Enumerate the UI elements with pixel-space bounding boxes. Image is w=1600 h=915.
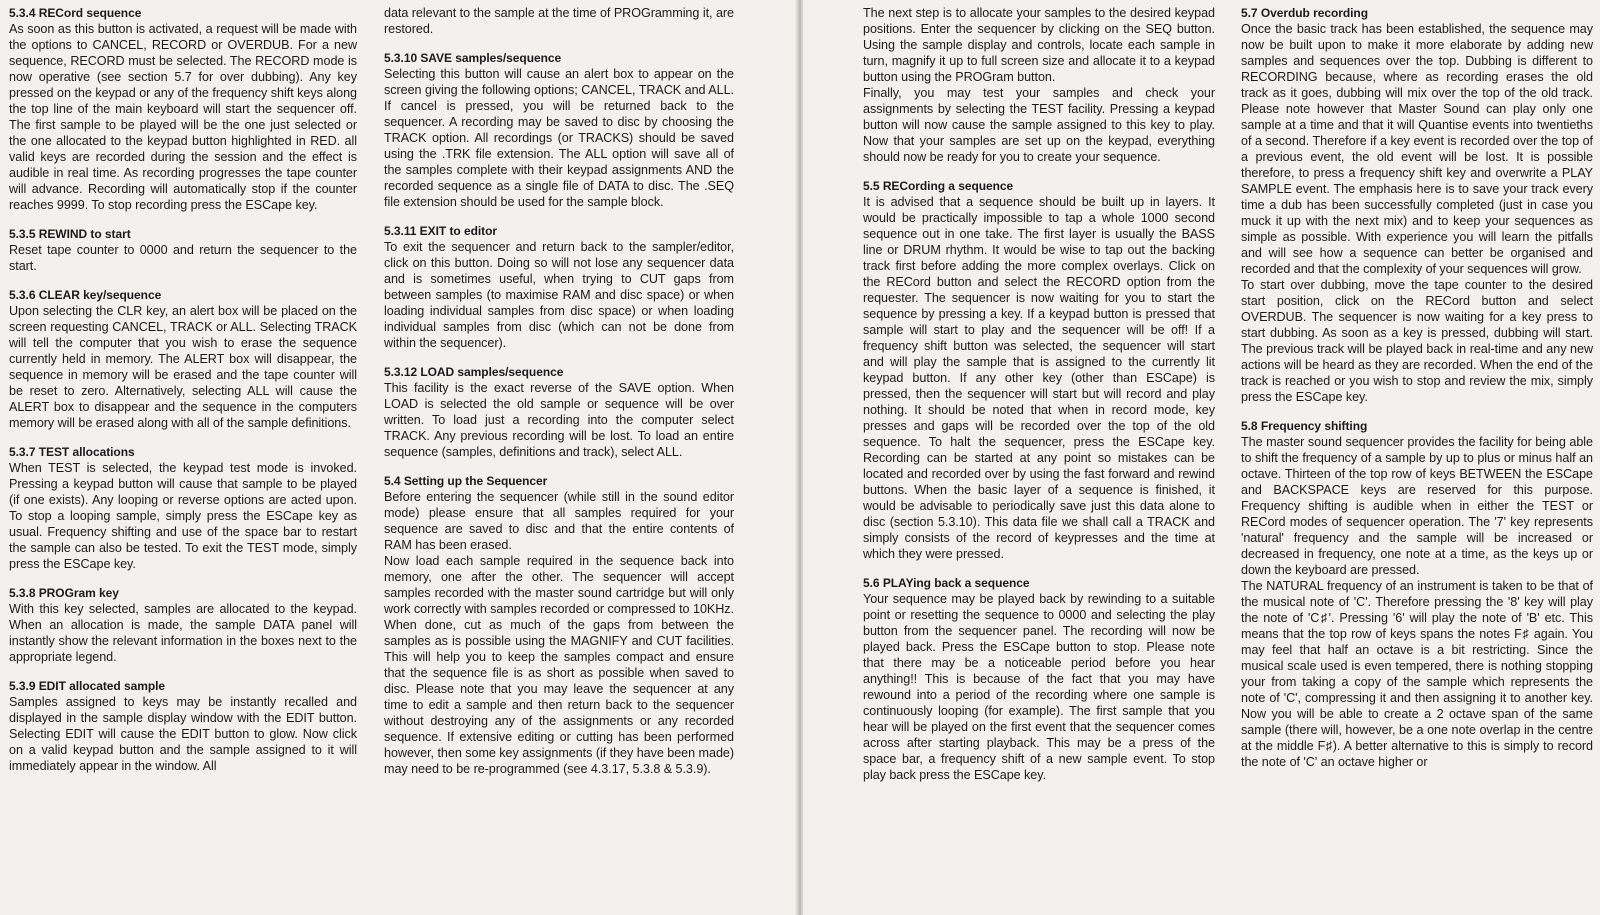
document-section xyxy=(863,575,1215,783)
section-paragraph: Before entering the sequencer (while still in the sound editor mode) please ensure that all samples required for your sequence are saved to disc and that the entire contents of RAM has been erased. xyxy=(384,490,734,552)
document-section xyxy=(1241,5,1593,405)
document-section xyxy=(9,444,357,572)
section-paragraph: As soon as this button is activated, a request will be made with the options to CANCEL, RECORD or OVERDUB. For a new sequence, RECORD must be selected. The RECORD mode is now operative (see section 5.7 for over dubbing). Any key pressed on the keypad or any of the frequency shift keys along the top line of the main keyboard will start the sequencer off. The first sample to be played will be the one just selected or the one allocated to the keypad button highlighted in RED. all valid keys are recorded during the session and the effect is audible in real time. As recording progresses the tape counter will advance. Recording will automatically stop if the counter reaches 9999. To stop recording press the ESCape key. xyxy=(9,22,357,212)
continuation-block xyxy=(863,5,1215,165)
section-heading: 5.5 RECording a sequence xyxy=(863,179,1014,193)
document-section xyxy=(1241,418,1593,770)
section-paragraph: When TEST is selected, the keypad test mode is invoked. Pressing a keypad button will cause that sample to be played (if one exists). Any looping or reverse options are acted upon. To stop a looping sample, simply press the ESCape key as usual. Frequency shifting and use of the space bar to restart the sample can also be tested. To exit the TEST mode, simply press the ESCape key. xyxy=(9,461,357,571)
right-page xyxy=(803,0,1600,915)
right-page-column-1 xyxy=(863,5,1215,796)
section-paragraph: Your sequence may be played back by rewinding to a suitable point or resetting the sequence to 0000 and selecting the play button from the sequencer panel. The recording will now be played back. Press the ESCape button to stop. Please note that there may be a noticeable period before you hear anything!! This is because of the fact that you may have rewound into a period of the recording where one sample is continuously looping (for example). The first sample that you hear will be played on the first event that the sequencer comes across after starting playback. This may be a press of the space bar, a frequency shift of a new sample event. To stop play back press the ESCape key. xyxy=(863,592,1215,782)
section-heading: 5.8 Frequency shifting xyxy=(1241,419,1368,433)
section-paragraph: Reset tape counter to 0000 and return the sequencer to the start. xyxy=(9,243,357,273)
continuation-paragraph: The next step is to allocate your samples to the desired keypad positions. Enter the sequencer by clicking on the SEQ button. Using the sample display and controls, locate each sample in turn, magnify it up to full screen size and allocate it to a keypad button using the PROGram button. xyxy=(863,6,1215,84)
section-heading: 5.3.6 CLEAR key/sequence xyxy=(9,288,162,302)
document-section xyxy=(384,50,734,210)
section-paragraph: Selecting this button will cause an alert box to appear on the screen giving the following options; CANCEL, TRACK and ALL. If cancel is pressed, you will be returned back to the sequencer. A recording may be saved to disc by choosing the TRACK option. All recordings (or TRACKS) should be saved using the .TRK file extension. The ALL option will save all of the samples complete with their keypad assignments AND the recorded sequence as a single file of DATA to disc. The .SEQ file extension should be used for the sample block. xyxy=(384,67,734,209)
section-paragraph: The NATURAL frequency of an instrument is taken to be that of the musical note of 'C'. Therefore pressing the '8' key will play the note of 'C♯'. Pressing '6' will play the note of 'B' etc. This means that the top row of keys spans the notes F♯ again. You may feel that half an octave is a bit restricting. Since the musical scale used is even tempered, there is nothing stopping your from taking a copy of the sample which represents the note of 'C', compressing it and then assigning it to another key. Now you will be able to create a 2 octave span of the same sample (there will, however, be a one note overlap in the centre at the middle F♯). A better alternative to this is simply to record the note of 'C' an octave higher or xyxy=(1241,579,1593,769)
left-page-column-2 xyxy=(384,5,734,790)
document-section xyxy=(9,585,357,665)
document-section xyxy=(9,678,357,774)
document-section xyxy=(9,287,357,431)
section-paragraph: Samples assigned to keys may be instantly recalled and displayed in the sample display window with the EDIT button. Selecting EDIT will cause the EDIT button to glow. Now click on a valid keypad button and the sample assigned to it will immediately appear in the window. All xyxy=(9,695,357,773)
section-paragraph: The master sound sequencer provides the facility for being able to shift the frequency of a sample by up to plus or minus half an octave. Thirteen of the top row of keys BETWEEN the ESCape and BACKSPACE keys are reserved for this purpose. Frequency shifting is audible when in either the TEST or RECord modes of sequencer operation. The '7' key represents 'natural' frequency and the sample will be increased or decreased in frequency, one note at a time, as the keys up or down the keyboard are pressed. xyxy=(1241,435,1593,577)
document-section xyxy=(9,226,357,274)
section-heading: 5.6 PLAYing back a sequence xyxy=(863,576,1030,590)
section-paragraph: With this key selected, samples are allocated to the keypad. When an allocation is made, the sample DATA panel will instantly show the relevant information in the boxes next to the appropriate legend. xyxy=(9,602,357,664)
section-heading: 5.7 Overdub recording xyxy=(1241,6,1368,20)
document-section xyxy=(384,223,734,351)
section-heading: 5.3.12 LOAD samples/sequence xyxy=(384,365,564,379)
section-heading: 5.4 Setting up the Sequencer xyxy=(384,474,548,488)
right-page-column-2 xyxy=(1241,5,1593,783)
section-paragraph: To start over dubbing, move the tape counter to the desired start position, click on the RECord button and select OVERDUB. The sequencer is now waiting for a key press to start dubbing. As soon as a key is pressed, dubbing will start. The previous track will be played back in real-time and any new actions will be heard as they are recorded. When the end of the track is reached or you wish to stop and review the mix, simply press the ESCape key. xyxy=(1241,278,1593,404)
section-heading: 5.3.4 RECord sequence xyxy=(9,6,142,20)
document-section xyxy=(384,473,734,777)
section-heading: 5.3.10 SAVE samples/sequence xyxy=(384,51,562,65)
right-page-column-1-sections xyxy=(863,178,1215,783)
section-paragraph: It is advised that a sequence should be built up in layers. It would be practically impossible to tap a whole 1000 second sequence out in one take. The first layer is usually the BASS line or DRUM rhythm. It would be wise to tap out the backing track first before adding the more complex overlays. Click on the RECord button and select the RECORD option from the requester. The sequencer is now waiting for you to start the sequence by pressing a key. If a keypad button is pressed that sample will start to play and the sequencer will be off! If a frequency shift button was selected, the sequencer will start and will play the sample that is assigned to the currently lit keypad button. If any other key (other than ESCape) is pressed, then the sequencer will start but will record and play nothing. It should be noted that when in record mode, key presses and gaps will be recorded over the top of the old sequence. To halt the sequencer, press the ESCape key. Recording can be started at any point so mistakes can be located and recorded over by using the fast forward and rewind buttons. When the basic layer of a sequence is finished, it would be advisable to periodically save just this data alone to disc (section 5.3.10). This data file we shall call a TRACK and simply consists of the record of keypresses and the time at which they were pressed. xyxy=(863,195,1215,561)
continuation-paragraph: Finally, you may test your samples and check your assignments by selecting the TEST facility. Pressing a keypad button will now cause the sample assigned to this key to play. Now that your samples are set up on the keypad, everything should now be ready for you to create your sequence. xyxy=(863,86,1215,164)
section-heading: 5.3.5 REWIND to start xyxy=(9,227,131,241)
section-heading: 5.3.7 TEST allocations xyxy=(9,445,135,459)
document-section xyxy=(863,178,1215,562)
left-page xyxy=(0,0,797,915)
left-page-column-1 xyxy=(9,5,357,787)
left-page-column-2-sections xyxy=(384,50,734,777)
section-heading: 5.3.9 EDIT allocated sample xyxy=(9,679,166,693)
section-paragraph: This facility is the exact reverse of the SAVE option. When LOAD is selected the old sample or sequence will be over written. To load just a recording into the computer select TRACK. Any previous recording will be lost. To load an entire sequence (samples, definitions and track), select ALL. xyxy=(384,381,734,459)
section-heading: 5.3.8 PROGram key xyxy=(9,586,119,600)
continuation-paragraph: data relevant to the sample at the time of PROGramming it, are restored. xyxy=(384,6,734,36)
section-paragraph: Once the basic track has been established, the sequence may now be built upon to make it more elaborate by adding new samples and sequences over the top. Dubbing is different to RECORDING because, where as recording erases the old track as it goes, dubbing will mix over the top of the old track. Please note however that Master Sound can play only one sample at a time and that it will Quantise events into twentieths of a second. Therefore if a key event is recorded over the top of a previous event, the old event will be lost. It is possible therefore, to press a frequency shift key and overwrite a PLAY SAMPLE event. The emphasis here is to save your track every time a dub has been successfully completed (just in case you muck it up with the next mix) and to keep your sequences as simple as possible. With experience you will learn the pitfalls and will see how a sequence can better be organised and recorded and that the complexity of your sequences will grow. xyxy=(1241,22,1593,276)
document-section xyxy=(384,364,734,460)
section-paragraph: To exit the sequencer and return back to the sampler/editor, click on this button. Doing so will not lose any sequencer data and is sometimes useful, when trying to CUT gaps from between samples (to maximise RAM and disc space) or when loading individual samples from disc space) or when loading individual samples from disc (which can not be done from within the sequencer). xyxy=(384,240,734,350)
document-section xyxy=(9,5,357,213)
section-paragraph: Now load each sample required in the sequence back into memory, one after the other. The sequencer will accept samples recorded with the master sound cartridge but will only work correctly with samples recorded or compressed to 10KHz. When done, cut as much of the gaps from between the samples as is possible using the MAGNIFY and CUT facilities. This will help you to keep the samples compact and ensure that the sequence file is as short as possible when saved to disc. Please note that you may leave the sequencer at any time to edit a sample and then return back to the sequencer without destroying any of the assignments or any recorded sequence. If extensive editing or cutting has been performed however, then some key assignments (if they have been made) may need to be re-programmed (see 4.3.17, 5.3.8 & 5.3.9). xyxy=(384,554,734,776)
section-paragraph: Upon selecting the CLR key, an alert box will be placed on the screen requesting CANCEL, TRACK or ALL. Selecting TRACK will tell the computer that you wish to erase the sequence currently held in memory. The ALERT box will disappear, the sequence in memory will be erased and the tape counter will be reset to zero. Alternatively, selecting ALL will cause the ALERT box to disappear and the sequence in the computers memory will be erased along with all of the sample definitions. xyxy=(9,304,357,430)
section-heading: 5.3.11 EXIT to editor xyxy=(384,224,497,238)
